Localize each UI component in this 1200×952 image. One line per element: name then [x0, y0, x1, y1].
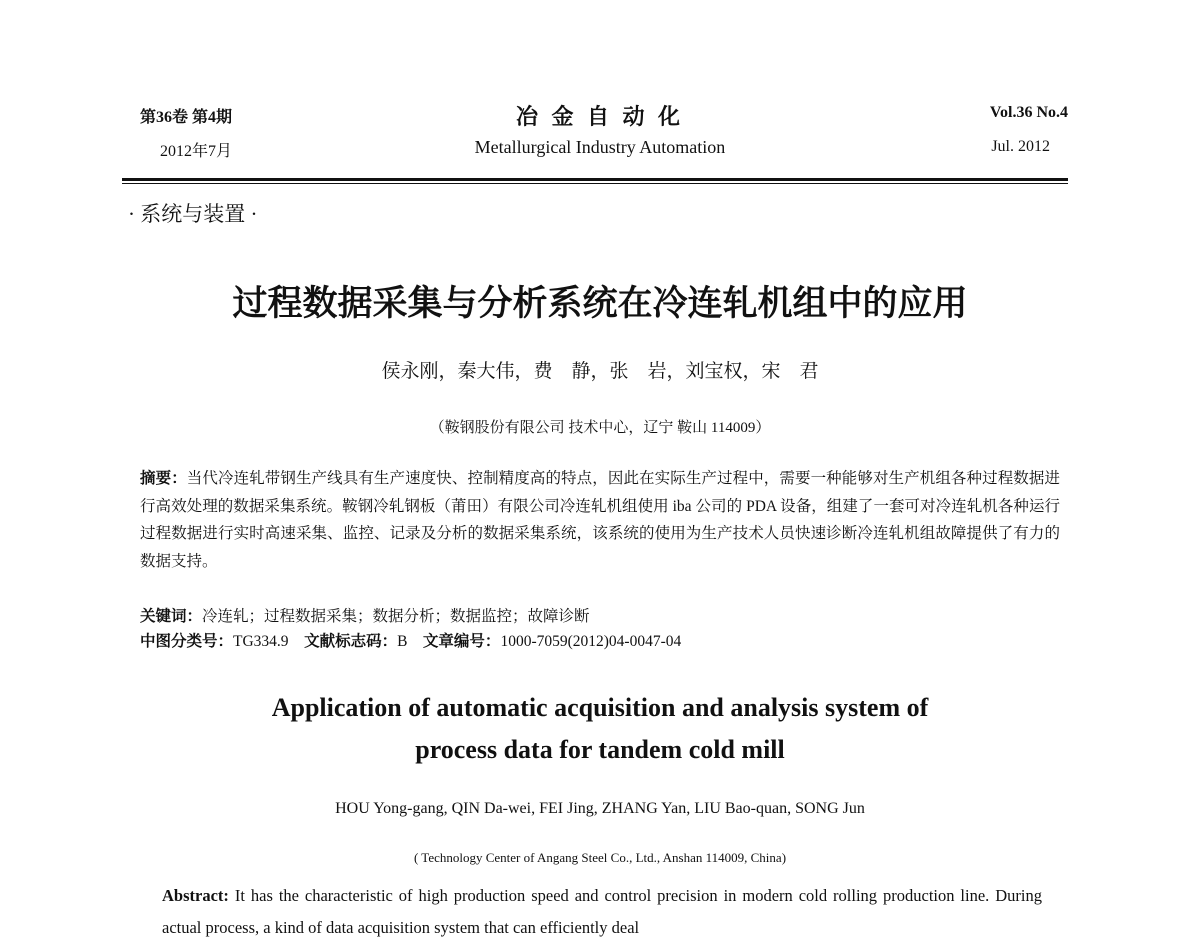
authors-en: HOU Yong-gang, QIN Da-wei, FEI Jing, ZHANG Yan, LIU Bao-quan, SONG Jun	[335, 800, 865, 817]
clc-label: 中图分类号：	[140, 633, 234, 650]
keywords-label: 关键词：	[140, 608, 203, 625]
title-cn: 过程数据采集与分析系统在冷连轧机组中的应用	[232, 284, 968, 324]
journal-title-cn: 冶 金 自 动 化	[515, 104, 684, 129]
header-rule	[122, 178, 1068, 181]
abstract-en	[162, 880, 1042, 944]
volume-cn: 第36卷 第4期	[140, 109, 233, 126]
abstract-en-label: Abstract:	[162, 886, 229, 905]
keywords-text: 冷连轧；过程数据采集；数据分析；数据监控；故障诊断	[202, 608, 590, 625]
title-en-line-2: process data for tandem cold mill	[415, 735, 785, 764]
abstract-cn	[140, 465, 1060, 575]
abstract-en-text: It has the characteristic of high production speed and control precision in modern cold rolling production line. During actual process, a kind of data acquisition system that can efficiently deal	[162, 886, 1042, 937]
authors-cn: 侯永刚，秦大伟，费 静，张 岩，刘宝权，宋 君	[381, 361, 819, 382]
abstract-cn-label: 摘要：	[140, 470, 187, 487]
volume-en: Vol.36 No.4	[989, 104, 1068, 121]
header-rule-thin	[122, 183, 1068, 184]
doc-code-label: 文献标志码：	[304, 633, 398, 650]
date-cn: 2012年7月	[160, 143, 233, 160]
clc-value: TG334.9	[233, 633, 289, 650]
doc-code-value: B	[397, 633, 408, 650]
journal-title-en: Metallurgical Industry Automation	[474, 137, 726, 157]
section-label: · 系统与装置 ·	[128, 202, 258, 226]
affiliation-cn: （鞍钢股份有限公司 技术中心，辽宁 鞍山 114009）	[429, 420, 771, 436]
classification	[140, 628, 1060, 656]
keywords-cn	[140, 603, 1060, 631]
affiliation-en: ( Technology Center of Angang Steel Co., Ltd., Anshan 114009, China)	[413, 850, 787, 865]
article-no-label: 文章编号：	[422, 633, 501, 650]
abstract-cn-text: 当代冷连轧带钢生产线具有生产速度快、控制精度高的特点，因此在实际生产过程中，需要一种能够对生产机组各种过程数据进行高效处理的数据采集系统。鞍钢冷轧钢板（莆田）有限公司冷连轧机组使用 iba 公司的 PDA 设备，组建了一套可对冷连轧机各种运行过程数据进行实时高速采集、监控、记录及分析的数据采集系统，该系统的使用为生产技术人员快速诊断冷连轧机组故障提供了有力的数据支持。	[140, 470, 1060, 570]
date-en: Jul. 2012	[991, 138, 1050, 155]
article-no-value: 1000-7059(2012)04-0047-04	[500, 633, 682, 650]
title-en-line-1: Application of automatic acquisition and analysis system of	[271, 693, 929, 722]
